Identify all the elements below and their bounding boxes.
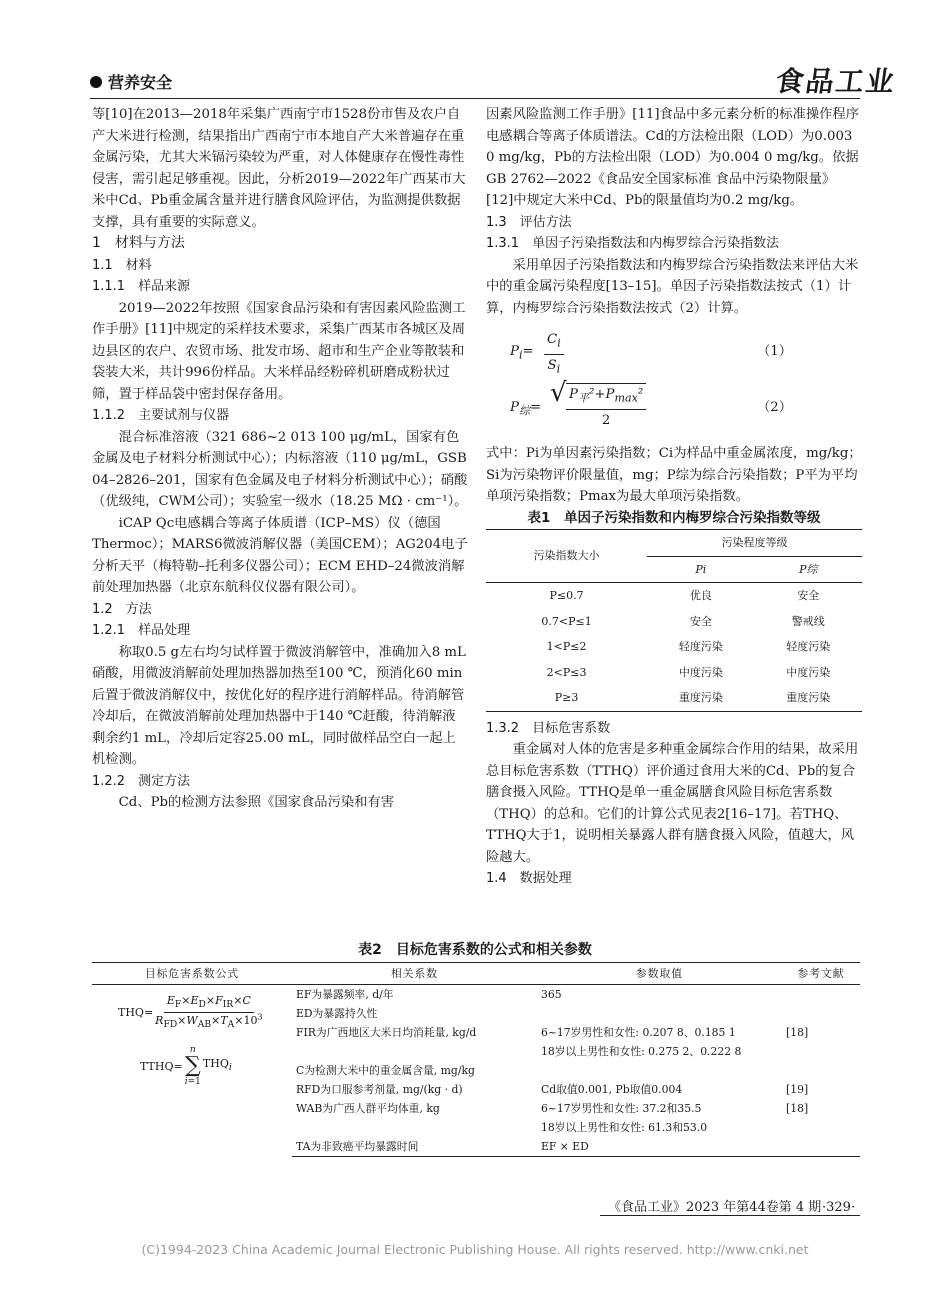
t2-ref-cell	[782, 1004, 860, 1023]
equation-1-number: （1）	[756, 344, 792, 359]
t1-cell: 安全	[797, 589, 820, 602]
thq-formula: THQ= $\frac{E_F\times E_D\times F_{IR}\times C}{R_{FD}\times W_{AB}\times T_A\times 10^3}$	[118, 994, 263, 1031]
t1-cell: P≥3	[486, 685, 647, 711]
t2-formula-cell	[92, 985, 292, 1157]
t2-value-cell: 6~17岁男性和女性: 37.2和35.5	[541, 1102, 702, 1115]
table-1-title: 表1 单因子污染指数和内梅罗综合污染指数等级	[527, 509, 821, 526]
t2-ref-cell	[782, 1137, 860, 1157]
t2-value-cell: 6~17岁男性和女性: 0.207 8、0.185 1	[541, 1026, 736, 1039]
table-2	[92, 962, 860, 1157]
table-row	[486, 660, 862, 686]
section-header	[90, 70, 172, 93]
tthq-label: TTHQ=	[140, 1059, 183, 1073]
paragraph-1-3-1: 采用单因子污染指数法和内梅罗综合污染指数法来评估大米中的重金属污染程度[13–15]。单因子污染指数法按式（1）计算，内梅罗综合污染指数法按式（2）计算。	[486, 257, 859, 316]
t2-coef-cell	[292, 1042, 537, 1061]
heading-1-2: 1.2 方法	[92, 601, 152, 617]
t2-ref-cell	[782, 1118, 860, 1137]
footer-rule	[600, 1215, 860, 1216]
t1-cell: 1<P≤2	[546, 640, 587, 653]
equation-definitions: 式中：Pi为单因素污染指数；Ci为样品中重金属浓度，mg/kg；Si为污染物评价限量值，mg；P综为综合污染指数；P平为平均单项污染指数；Pmax为最大单项污染指数。	[486, 446, 862, 504]
t2-header-ref: 参考文献	[782, 963, 860, 985]
right-column	[486, 104, 862, 890]
t1-cell: 重度污染	[647, 685, 754, 711]
table-row	[486, 685, 862, 711]
table-row	[486, 609, 862, 635]
t2-header-coef: 相关系数	[292, 963, 537, 985]
t2-coef-cell: TA为非致癌平均暴露时间	[292, 1137, 537, 1157]
page-number: ·329·	[822, 1200, 856, 1215]
table-row	[92, 985, 860, 1005]
bullet-icon	[90, 76, 102, 88]
journal-logo: 食品工业	[773, 65, 899, 98]
paragraph-instruments: iCAP Qc电感耦合等离子体质谱（ICP–MS）仪（德国Thermoc）；MARS6微波消解仪器（美国CEM）；AG204电子分析天平（梅特勒–托利多仪器公司）；ECM EHD–24微波消解前处理加热器（北京东航科仪仪器有限公司）。	[92, 515, 468, 595]
paragraph-1-1-1: 2019—2022年按照《国家食品污染和有害因素风险监测工作手册》[11]中规定的采样技术要求，采集广西某市各城区及周边县区的农户、农贸市场、批发市场、超市和生产企业等散装和袋装大米，共计996份样品。大米样品经粉碎机研磨成粉状过筛，置于样品袋中密封保存备用。	[92, 300, 466, 402]
t2-ref-cell	[782, 1061, 860, 1080]
t2-value-cell	[537, 1061, 782, 1080]
t2-coef-cell: ED为暴露持久性	[296, 1007, 378, 1020]
t2-ref-cell: [19]	[786, 1083, 809, 1096]
t2-coef-cell: C为检测大米中的重金属含量, mg/kg	[296, 1064, 475, 1077]
heading-1-1: 1.1 材料	[92, 257, 152, 273]
paragraph-reagents: 混合标准溶液（321 686~2 013 100 μg/mL，国家有色金属及电子材料分析测试中心）；内标溶液（110 μg/mL，GSB 04–2826–201，国家有色金属及电子材料分析测试中心）；硝酸（优级纯，CWM公司）；实验室一级水（18.25 MΩ · cm⁻¹）。	[92, 429, 468, 509]
header-rule	[90, 98, 860, 99]
t1-header-pz: P综	[755, 556, 862, 583]
t2-value-cell	[537, 1004, 782, 1023]
section-title: 营养安全	[108, 73, 173, 92]
heading-1-4: 1.4 数据处理	[486, 871, 572, 886]
t1-header-level: 污染程度等级	[647, 530, 862, 557]
t1-cell: 优良	[689, 589, 712, 602]
t2-header-value: 参数取值	[537, 963, 782, 985]
table-row	[486, 634, 862, 660]
t1-cell: 警戒线	[791, 614, 825, 628]
t2-ref-cell: [18]	[786, 1102, 809, 1115]
t1-header-index: 污染指数大小	[486, 530, 647, 583]
paragraph-1-2-2-cont: 因素风险监测工作手册》[11]食品中多元素分析的标准操作程序电感耦合等离子体质谱法。Cd的方法检出限（LOD）为0.003 0 mg/kg，Pb的方法检出限（LOD）为0.004 0 mg/kg。依据GB 2762—2022《食品安全国家标准 食品中污染物限量》[12]中规定大米中Cd、Pb的限量值均为0.2 mg/kg。	[486, 107, 860, 208]
equation-1: $P_i=$ $\frac{C_i}{S_i}$ （1）	[486, 325, 862, 379]
footer-journal: 《食品工业》2023 年第44卷第 4 期	[608, 1200, 822, 1215]
paragraph-1-3-2: 重金属对人体的危害是多种重金属综合作用的结果，故采用总目标危害系数（TTHQ）评价通过食用大米的Cd、Pb的复合膳食摄入风险。TTHQ是单一重金属膳食风险目标危害系数（THQ）的总和。它们的计算公式见表2[16–17]。若THQ、TTHQ大于1，说明相关暴露人群有膳食摄入风险，值越大，风险越大。	[486, 742, 859, 865]
t1-cell: 轻度污染	[786, 640, 831, 653]
equation-2: $P_综=$ √ $P_平^2+P_{max}^2$ 2 （2）	[486, 379, 862, 437]
t2-coef-cell	[292, 1118, 537, 1137]
t2-coef-cell: WAB为广西人群平均体重, kg	[296, 1102, 440, 1115]
t2-ref-cell: [18]	[786, 1026, 809, 1039]
copyright-notice: (C)1994-2023 China Academic Journal Electronic Publishing House. All rights reserved. http://www.cnki.net	[141, 1242, 809, 1257]
t1-cell: 安全	[689, 614, 712, 628]
paragraph-1-2-2: Cd、Pb的检测方法参照《国家食品污染和有害	[118, 795, 395, 810]
heading-1-2-1: 1.2.1 样品处理	[92, 623, 191, 638]
t2-ref-cell	[782, 1042, 860, 1061]
t1-cell: 0.7<P≤1	[541, 614, 592, 628]
intro-paragraph: 等[10]在2013—2018年采集广西南宁市1528份市售及农户自产大米进行检测，结果指出广西南宁市本地自产大米普遍存在重金属污染，尤其大米镉污染较为严重，对人体健康存在慢性毒性侵害，需引起足够重视。因此，分析2019—2022年广西某市大米中Cd、Pb重金属含量并进行膳食风险评估，为监测提供数据支撑，具有重要的实际意义。	[92, 107, 466, 230]
t1-cell: 轻度污染	[678, 640, 723, 653]
t2-value-cell: 18岁以上男性和女性: 0.275 2、0.222 8	[541, 1045, 742, 1058]
equation-2-number: （2）	[756, 400, 792, 415]
t1-cell: P≤0.7	[549, 589, 584, 602]
t2-value-cell: EF × ED	[537, 1137, 782, 1157]
table-2-title: 表2 目标危害系数的公式和相关参数	[358, 942, 592, 958]
heading-1-3: 1.3 评估方法	[486, 214, 572, 230]
tthq-formula: TTHQ= n ∑ i=1 $THQ_i$	[140, 1045, 232, 1087]
t1-cell: 中度污染	[678, 665, 723, 679]
t2-coef-cell: RFD为口服参考剂量, mg/(kg · d)	[296, 1083, 463, 1096]
t1-cell: 中度污染	[786, 665, 831, 679]
table-row	[486, 583, 862, 609]
heading-1: 1 材料与方法	[92, 235, 185, 251]
t1-cell: 2<P≤3	[546, 665, 587, 679]
t1-cell: 重度污染	[755, 685, 862, 711]
t1-header-pi: Pi	[647, 556, 754, 583]
t2-header-formula: 目标危害系数公式	[92, 963, 292, 985]
t2-value-cell: Cd取值0.001, Pb取值0.004	[541, 1083, 683, 1096]
t2-coef-cell: FIR为广西地区大米日均消耗量, kg/d	[296, 1026, 477, 1039]
t2-value-cell: 18岁以上男性和女性: 61.3和53.0	[541, 1121, 708, 1134]
left-column	[92, 104, 468, 814]
t2-coef-cell: EF为暴露频率, d/年	[296, 988, 394, 1001]
table-1	[486, 529, 862, 712]
paragraph-1-2-1: 称取0.5 g左右均匀试样置于微波消解管中，准确加入8 mL硝酸，用微波消解前处理加热器加热至100 ℃，预消化60 min后置于微波消解仪中，按优化好的程序进行消解样品。待消解管冷却后，在微波消解前处理加热器中于140 ℃赶酸，待消解液剩余约1 mL，冷却后定容25.00 mL，同时做样品空白一起上机检测。	[92, 644, 466, 767]
heading-1-3-2: 1.3.2 目标危害系数	[486, 720, 611, 736]
heading-1-1-1: 1.1.1 样品来源	[92, 279, 191, 294]
t2-value-cell: 365	[541, 988, 562, 1001]
heading-1-2-2: 1.2.2 测定方法	[92, 773, 191, 789]
thq-label: THQ=	[118, 1006, 154, 1020]
heading-1-3-1: 1.3.1 单因子污染指数法和内梅罗综合污染指数法	[486, 236, 780, 251]
heading-1-1-2: 1.1.2 主要试剂与仪器	[92, 408, 230, 423]
t2-ref-cell	[782, 985, 860, 1005]
